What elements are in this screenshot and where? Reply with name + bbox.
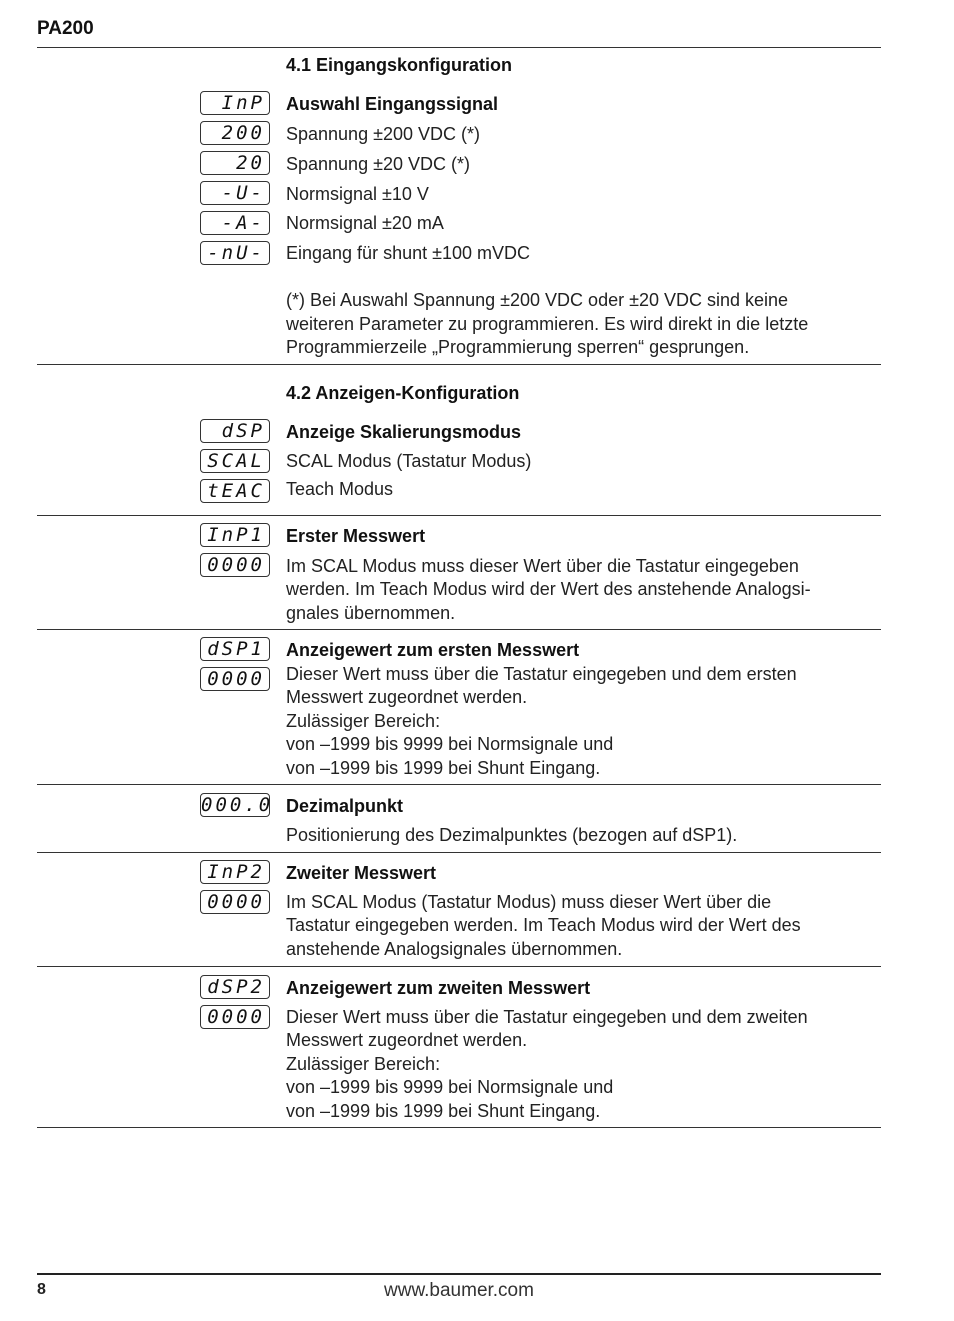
text-line: Dieser Wert muss über die Tastatur eingegeben und dem zweiten xyxy=(286,1006,808,1027)
display-inp2: InP2 xyxy=(200,860,270,884)
text-line: gnales übernommen. xyxy=(286,602,456,623)
heading-second-display-value: Anzeigewert zum zweiten Messwert xyxy=(286,978,591,998)
text-line: Zulässiger Bereich: xyxy=(286,710,441,731)
display-option-u: -U- xyxy=(200,181,270,205)
input-note xyxy=(286,289,876,360)
text-line: Im SCAL Modus muss dieser Wert über die Tastatur eingegeben xyxy=(286,555,799,576)
text-line: Im SCAL Modus (Tastatur Modus) muss dieser Wert über die xyxy=(286,891,772,912)
display-option-20: 20 xyxy=(200,151,270,175)
display-option-nu: -nU- xyxy=(200,241,270,265)
block-first-measured-value xyxy=(286,525,876,625)
option-label-20: Spannung ±20 VDC (*) xyxy=(286,154,470,174)
display-option-a: -A- xyxy=(200,211,270,235)
block-second-display-value xyxy=(286,977,876,1123)
text-line: Positionierung des Dezimalpunktes (bezogen auf dSP1). xyxy=(286,824,738,845)
block-second-measured-value xyxy=(286,862,876,961)
section-divider xyxy=(37,966,881,967)
text-line: von –1999 bis 9999 bei Normsignale und xyxy=(286,1077,614,1097)
display-inp1: InP1 xyxy=(200,523,270,547)
option-label-u: Normsignal ±10 V xyxy=(286,184,429,204)
option-label-scal: SCAL Modus (Tastatur Modus) xyxy=(286,451,532,471)
note-line: Programmierzeile „Programmierung sperren“ gesprungen. xyxy=(286,337,750,357)
note-line: (*) Bei Auswahl Spannung ±200 VDC oder ±20 VDC sind keine xyxy=(286,290,789,310)
display-option-scal: SCAL xyxy=(200,449,270,473)
option-label-200: Spannung ±200 VDC (*) xyxy=(286,124,480,144)
display-option-200: 200 xyxy=(200,121,270,145)
section-divider xyxy=(37,852,881,853)
section-title-4-2: 4.2 Anzeigen-Konfiguration xyxy=(286,383,520,403)
heading-input-signal: Auswahl Eingangssignal xyxy=(286,94,499,114)
display-option-teac: tEAC xyxy=(200,479,270,503)
text-line: werden. Im Teach Modus wird der Wert des anstehende Analogsi- xyxy=(286,579,811,599)
header-rule xyxy=(37,47,881,48)
heading-scaling-mode: Anzeige Skalierungsmodus xyxy=(286,422,522,442)
section-divider xyxy=(37,364,881,365)
option-label-nu: Eingang für shunt ±100 mVDC xyxy=(286,243,531,263)
text-line: Messwert zugeordnet werden. xyxy=(286,687,528,707)
text-line: Zulässiger Bereich: xyxy=(286,1053,441,1074)
text-line: Messwert zugeordnet werden. xyxy=(286,1030,528,1050)
option-label-teac: Teach Modus xyxy=(286,479,394,499)
display-dsp2-value: 0000 xyxy=(200,1005,270,1029)
text-line: von –1999 bis 9999 bei Normsignale und xyxy=(286,734,614,754)
page-header-title: PA200 xyxy=(37,18,94,39)
display-inp2-value: 0000 xyxy=(200,890,270,914)
heading-first-measured-value: Erster Messwert xyxy=(286,526,426,546)
display-inp1-value: 0000 xyxy=(200,553,270,577)
section-divider xyxy=(37,1127,881,1128)
heading-first-display-value: Anzeigewert zum ersten Messwert xyxy=(286,640,580,660)
display-decimal-point: 000.0 xyxy=(201,794,274,816)
option-label-a: Normsignal ±20 mA xyxy=(286,213,444,233)
text-line: von –1999 bis 1999 bei Shunt Eingang. xyxy=(286,1100,601,1121)
page-number: 8 xyxy=(37,1281,46,1298)
text-line: Tastatur eingegeben werden. Im Teach Modus wird der Wert des xyxy=(286,915,801,935)
text-line: anstehende Analogsignales übernommen. xyxy=(286,938,623,959)
block-first-display-value xyxy=(286,639,876,780)
section-divider xyxy=(37,629,881,630)
note-line: weiteren Parameter zu programmieren. Es wird direkt in die letzte xyxy=(286,313,809,334)
display-dsp: dSP xyxy=(200,419,270,443)
text-line: von –1999 bis 1999 bei Shunt Eingang. xyxy=(286,757,601,778)
heading-decimal-point: Dezimalpunkt xyxy=(286,796,404,816)
footer-url: www.baumer.com xyxy=(384,1280,534,1301)
display-inp: InP xyxy=(200,91,270,115)
section-divider xyxy=(37,784,881,785)
section-divider xyxy=(37,515,881,516)
display-dsp1-value: 0000 xyxy=(200,667,270,691)
section-title-4-1: 4.1 Eingangskonfiguration xyxy=(286,55,513,75)
text-line: Dieser Wert muss über die Tastatur eingegeben und dem ersten xyxy=(286,663,797,684)
heading-second-measured-value: Zweiter Messwert xyxy=(286,863,437,883)
display-dsp2: dSP2 xyxy=(200,975,270,999)
footer-rule xyxy=(37,1273,881,1275)
display-dsp1: dSP1 xyxy=(200,637,270,661)
block-decimal-point xyxy=(286,795,876,847)
